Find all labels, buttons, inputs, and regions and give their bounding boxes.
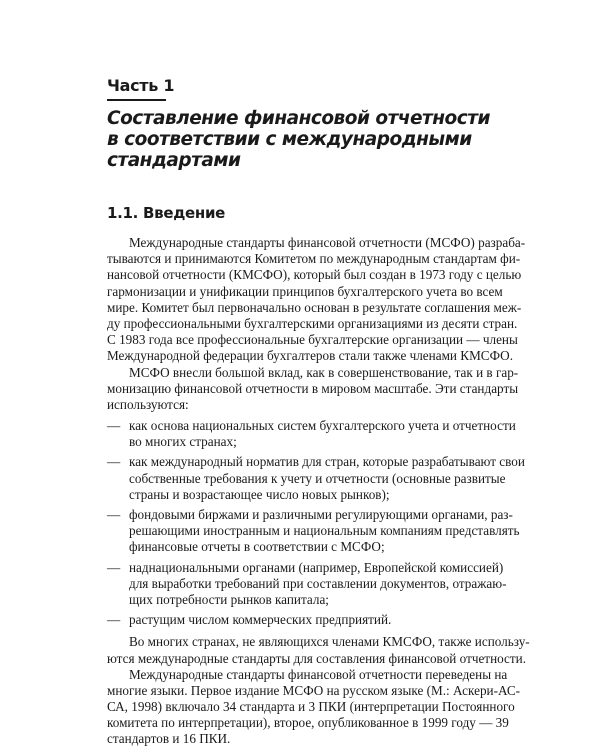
text-line: многие языки. Первое издание МСФО на русском языке (М.: Аскери-АС- <box>107 682 521 698</box>
text-line: наднациональными органами (например, Европейской комиссией) <box>129 559 504 575</box>
title-line: стандартами <box>107 150 241 171</box>
text-line: стандартов и 16 ПКИ. <box>107 731 231 747</box>
text-line: Международные стандарты финансовой отчетности переведены на <box>129 666 508 682</box>
paragraph <box>107 634 530 666</box>
list-item <box>107 454 525 503</box>
text-line: гармонизации и унификации принципов бухгалтерского учета во всем <box>107 283 503 299</box>
text-line: используются: <box>107 396 189 412</box>
text-line: комитета по интерпретации), второе, опубликованное в 1999 году — 39 <box>107 715 509 731</box>
text-line: страны и возрастающее число новых рынков); <box>129 486 390 502</box>
text-line: мире. Комитет был первоначально основан в результате соглашения меж- <box>107 299 522 315</box>
title-line: Составление финансовой отчетности <box>107 108 490 129</box>
text-line: щих потребности рынков капитала; <box>129 591 329 607</box>
text-line: во многих странах; <box>129 434 237 450</box>
list-item <box>107 418 516 450</box>
paragraph <box>107 364 519 414</box>
section-heading: 1.1. Введение <box>107 204 226 222</box>
text-line: ются международные стандарты для составления финансовой отчетности. <box>107 650 527 666</box>
text-line: растущим числом коммерческих предприятий. <box>129 612 392 628</box>
text-line: как международный норматив для стран, которые разрабатывают свои <box>129 454 525 470</box>
dash-bullet: — <box>107 559 121 575</box>
dash-bullet: — <box>107 454 121 470</box>
text-line: С 1983 года все профессиональные бухгалтерские организации — члены <box>107 332 518 348</box>
list-item <box>107 612 497 628</box>
part-label: Часть 1 <box>107 76 175 95</box>
text-line: МСФО внесли большой вклад, как в совершенствование, так и в гар- <box>129 364 519 380</box>
text-line: для выработки требований при составлении документов, отражаю- <box>129 575 507 591</box>
dash-bullet: — <box>107 612 121 628</box>
text-line: Во многих странах, не являющихся членами КМСФО, также использу- <box>129 634 530 650</box>
body-text <box>107 235 530 748</box>
text-line: решающими иностранным и национальным компаниям представлять <box>129 523 520 539</box>
paragraph <box>107 666 521 748</box>
list-item <box>107 507 520 556</box>
dash-bullet: — <box>107 507 121 522</box>
bullet-list <box>107 418 525 628</box>
text-line: как основа национальных систем бухгалтерского учета и отчетности <box>129 418 516 434</box>
text-line: ду профессиональными бухгалтерскими организациями из десяти стран. <box>107 315 518 331</box>
text-line: монизацию финансовой отчетности в мировом масштабе. Эти стандарты <box>107 380 519 396</box>
chapter-title <box>107 108 490 171</box>
list-item <box>107 559 507 609</box>
part-underline <box>107 99 166 101</box>
text-line: финансовые отчеты в соответствии с МСФО; <box>129 539 385 555</box>
text-line: собственные требования к учету и отчетности (основные развитые <box>129 470 506 486</box>
text-line: нансовой отчетности (КМСФО), который был создан в 1973 году с целью <box>107 267 522 283</box>
paragraph <box>107 235 526 365</box>
title-line: в соответствии с международными <box>107 129 472 150</box>
text-line: Международной федерации бухгалтеров стали также членами КМСФО. <box>107 348 513 364</box>
text-line: Международные стандарты финансовой отчетности (МСФО) разраба- <box>129 235 526 250</box>
text-line: фондовыми биржами и различными регулирующими органами, раз- <box>129 507 513 522</box>
text-line: тываются и принимаются Комитетом по международным стандартам фи- <box>107 251 521 267</box>
dash-bullet: — <box>107 418 121 434</box>
text-line: СА, 1998) включало 34 стандарта и 3 ПКИ (интерпретации Постоянного <box>107 699 515 715</box>
